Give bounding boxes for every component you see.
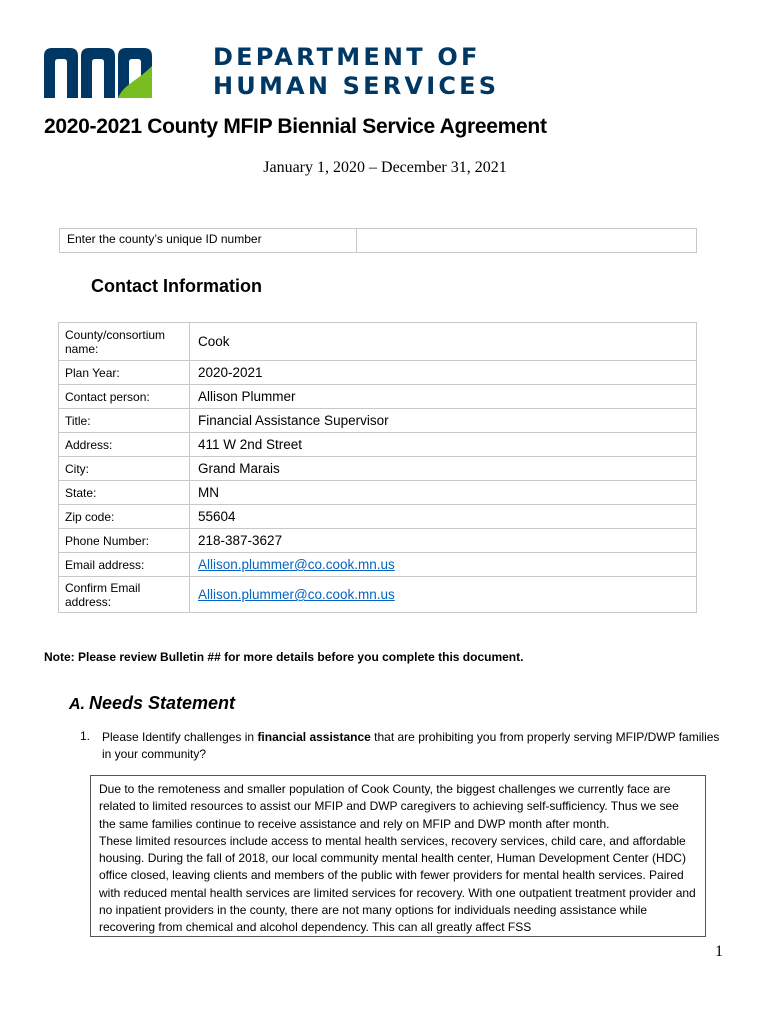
contact-information-heading: Contact Information	[91, 276, 262, 296]
plan-year-value[interactable]: 2020-2021	[190, 361, 697, 385]
table-row	[59, 457, 697, 481]
field-label: Confirm Email address:	[59, 577, 190, 613]
bulletin-note: Note: Please review Bulletin ## for more details before you complete this document.	[44, 650, 524, 664]
field-label: Plan Year:	[59, 361, 190, 385]
answer-paragraph: Due to the remoteness and smaller population of Cook County, the biggest challenges we currently face are related to limited resources to assist our MFIP and DWP caregivers to achieving self-sufficiency. Thus we see the same families continue to receive assistance and rely on MFIP and DWP month after month.	[99, 782, 679, 831]
question-text-part: Please Identify challenges in	[102, 730, 258, 744]
county-id-label: Enter the county’s unique ID number	[60, 229, 357, 252]
document-date-range: January 1, 2020 – December 31, 2021	[263, 159, 507, 176]
table-row	[59, 385, 697, 409]
question-number: 1.	[80, 729, 91, 743]
table-row	[59, 529, 697, 553]
zip-code-value[interactable]: 55604	[190, 505, 697, 529]
table-row	[59, 481, 697, 505]
county-id-row	[59, 228, 697, 253]
page-number: 1	[715, 943, 723, 960]
answer-paragraph: These limited resources include access to mental health services, recovery services, child care, and affordable housing. During the fall of 2018, our local community mental health center, Human Development Center (HDC) office closed, leaving clients and members of the public with fewer providers for mental health services. Paired with reduced mental health services are limited services for recovery. With one outpatient treatment provider and no inpatient providers in the county, there are not many options for individuals needing assistance while recovering from chemical and alcohol dependency. This can all greatly affect FSS	[99, 833, 696, 935]
field-label: Email address:	[59, 553, 190, 577]
field-label: Contact person:	[59, 385, 190, 409]
question-text	[102, 729, 722, 763]
field-label: State:	[59, 481, 190, 505]
dhs-logo	[44, 43, 500, 100]
contact-information-table	[58, 322, 697, 613]
field-label: Address:	[59, 433, 190, 457]
table-row	[59, 361, 697, 385]
field-label: City:	[59, 457, 190, 481]
question-emphasis: financial assistance	[257, 730, 371, 744]
answer-textarea[interactable]	[90, 775, 706, 937]
table-row	[59, 323, 697, 361]
table-row	[59, 505, 697, 529]
field-label: County/consortium name:	[59, 323, 190, 361]
needs-statement-heading	[69, 688, 235, 716]
section-title: Needs Statement	[89, 693, 236, 713]
email-link[interactable]: Allison.plummer@co.cook.mn.us	[198, 557, 395, 572]
table-row	[59, 553, 697, 577]
confirm-email-link[interactable]: Allison.plummer@co.cook.mn.us	[198, 587, 395, 602]
phone-number-value[interactable]: 218-387-3627	[190, 529, 697, 553]
field-label: Title:	[59, 409, 190, 433]
department-name-line1: DEPARTMENT OF	[213, 43, 481, 71]
section-letter: A.	[69, 696, 85, 713]
field-label: Zip code:	[59, 505, 190, 529]
contact-person-value[interactable]: Allison Plummer	[190, 385, 697, 409]
department-name-line2: HUMAN SERVICES	[213, 72, 500, 100]
table-row	[59, 433, 697, 457]
document-title: 2020-2021 County MFIP Biennial Service Agreement	[44, 115, 547, 138]
city-value[interactable]: Grand Marais	[190, 457, 697, 481]
email-value	[190, 553, 697, 577]
address-value[interactable]: 411 W 2nd Street	[190, 433, 697, 457]
county-id-input[interactable]	[357, 229, 696, 252]
mn-state-logo-icon	[44, 48, 156, 98]
state-value[interactable]: MN	[190, 481, 697, 505]
table-row	[59, 409, 697, 433]
table-row	[59, 577, 697, 613]
field-label: Phone Number:	[59, 529, 190, 553]
confirm-email-value	[190, 577, 697, 613]
county-name-value[interactable]: Cook	[190, 323, 697, 361]
title-value[interactable]: Financial Assistance Supervisor	[190, 409, 697, 433]
question-text-part: that are prohibiting you from properly serving MFIP/DWP families in your community?	[102, 730, 720, 761]
